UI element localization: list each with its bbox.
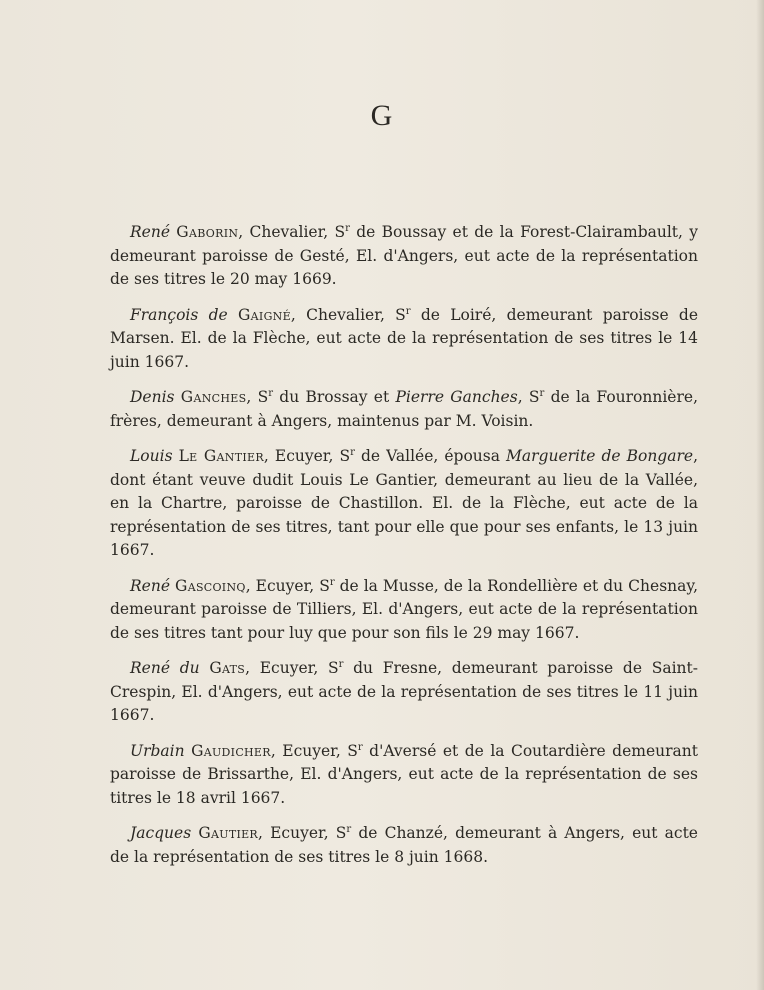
- entry-given-name: Denis: [130, 388, 175, 406]
- entry-sup: r: [350, 446, 355, 458]
- entry-text: d'Aversé et de la Coutardière demeurant paroisse de Brissarthe, El. d'Angers, eut acte de la représentation de ses titres le 18 avril 1667.: [110, 741, 698, 807]
- page-edge-shadow: [756, 0, 764, 990]
- entry-sup: r: [405, 305, 411, 317]
- entry-ganches: [110, 386, 698, 433]
- entry-le-gantier: [110, 445, 698, 563]
- entry-text-mid: de Vallée, épousa: [354, 447, 507, 465]
- entry-family-name: Gaudicher: [191, 741, 271, 760]
- entry-text: de la Fouronnière, frères, demeurant à Angers, maintenus par M. Voisin.: [110, 388, 698, 430]
- entry-title: , Ecuyer, S: [263, 447, 351, 465]
- entry-family-name: Gats: [209, 659, 246, 677]
- entry-text: du Fresne, demeurant paroisse de Saint-Crespin, El. d'Angers, eut acte de la représentation de ses titres le 11 juin 1667.: [110, 659, 698, 724]
- entry-given-name: René: [130, 223, 170, 241]
- entry-given-name: René du: [130, 659, 200, 677]
- entry-title: , Ecuyer, S: [245, 576, 330, 595]
- entry-gautier: [110, 822, 698, 869]
- entry-second-given-name: Pierre Ganches: [395, 388, 518, 406]
- entry-text-mid: du Brossay et: [273, 388, 396, 406]
- entry-sup: r: [345, 222, 350, 234]
- entry-family-name: Ganches: [180, 388, 247, 406]
- entry-family-name: Gaborin: [176, 223, 239, 241]
- entry-title: , Chevalier, S: [290, 305, 406, 324]
- entry-text: de Loiré, demeurant paroisse de Marsen. El. de la Flèche, eut acte de la représentation de ses titres le 14 juin 1667.: [110, 305, 699, 371]
- entry-title: , S: [246, 388, 269, 406]
- entry-title: , Ecuyer, S: [270, 741, 358, 760]
- entry-gaigne: [110, 304, 698, 375]
- entry-given-name: Louis: [130, 447, 173, 465]
- entry-given-name: Jacques: [130, 824, 192, 842]
- entry-text: , dont étant veuve dudit Louis Le Gantier, demeurant au lieu de la Vallée, en la Chartre, paroisse de Chastillon. El. de la Flèche, eut acte de la représentation de ses titres, tant pour elle que pour ses enfants, le 13 juin 1667.: [110, 447, 698, 559]
- entry-family-name: Gaigné: [238, 305, 291, 324]
- entry-sup-2: r: [539, 387, 545, 399]
- entry-gaborin: [110, 221, 698, 292]
- entry-sup: r: [338, 658, 344, 670]
- entry-given-name: Urbain: [130, 741, 185, 760]
- entry-spouse-name: Marguerite de Bongare: [506, 447, 694, 465]
- entry-gaudicher: [110, 740, 698, 811]
- section-letter: G: [370, 99, 394, 132]
- entry-text: de Chanzé, demeurant à Angers, eut acte de la représentation de ses titres le 8 juin 1668.: [110, 824, 698, 866]
- entry-gascoinq: [110, 575, 698, 646]
- entry-given-name: François de: [130, 305, 228, 324]
- entry-title: , Ecuyer, S: [258, 824, 347, 842]
- entry-text: de la Musse, de la Rondellière et du Chesnay, demeurant paroisse de Tilliers, El. d'Angers, eut acte de la représentation de ses titres tant pour luy que pour son fils le 29 may 1667.: [110, 576, 698, 642]
- entry-family-name: Le Gantier: [178, 447, 264, 465]
- entry-given-name: René: [130, 576, 170, 595]
- entry-family-name: Gascoinq: [175, 576, 246, 595]
- entry-sup: r: [268, 387, 274, 399]
- entry-title-2: , S: [517, 388, 540, 406]
- entry-title: , Chevalier, S: [238, 223, 346, 241]
- entries-list: [110, 221, 698, 881]
- entry-sup: r: [329, 576, 335, 588]
- entry-title: , Ecuyer, S: [245, 659, 339, 677]
- entry-text: de Boussay et de la Forest-Clairambault, y demeurant paroisse de Gesté, El. d'Angers, eut acte de la représentation de ses titres le 20 may 1669.: [110, 223, 698, 288]
- entry-du-gats: [110, 657, 698, 728]
- entry-sup: r: [357, 741, 363, 753]
- entry-family-name: Gautier: [198, 824, 259, 842]
- entry-sup: r: [346, 823, 352, 835]
